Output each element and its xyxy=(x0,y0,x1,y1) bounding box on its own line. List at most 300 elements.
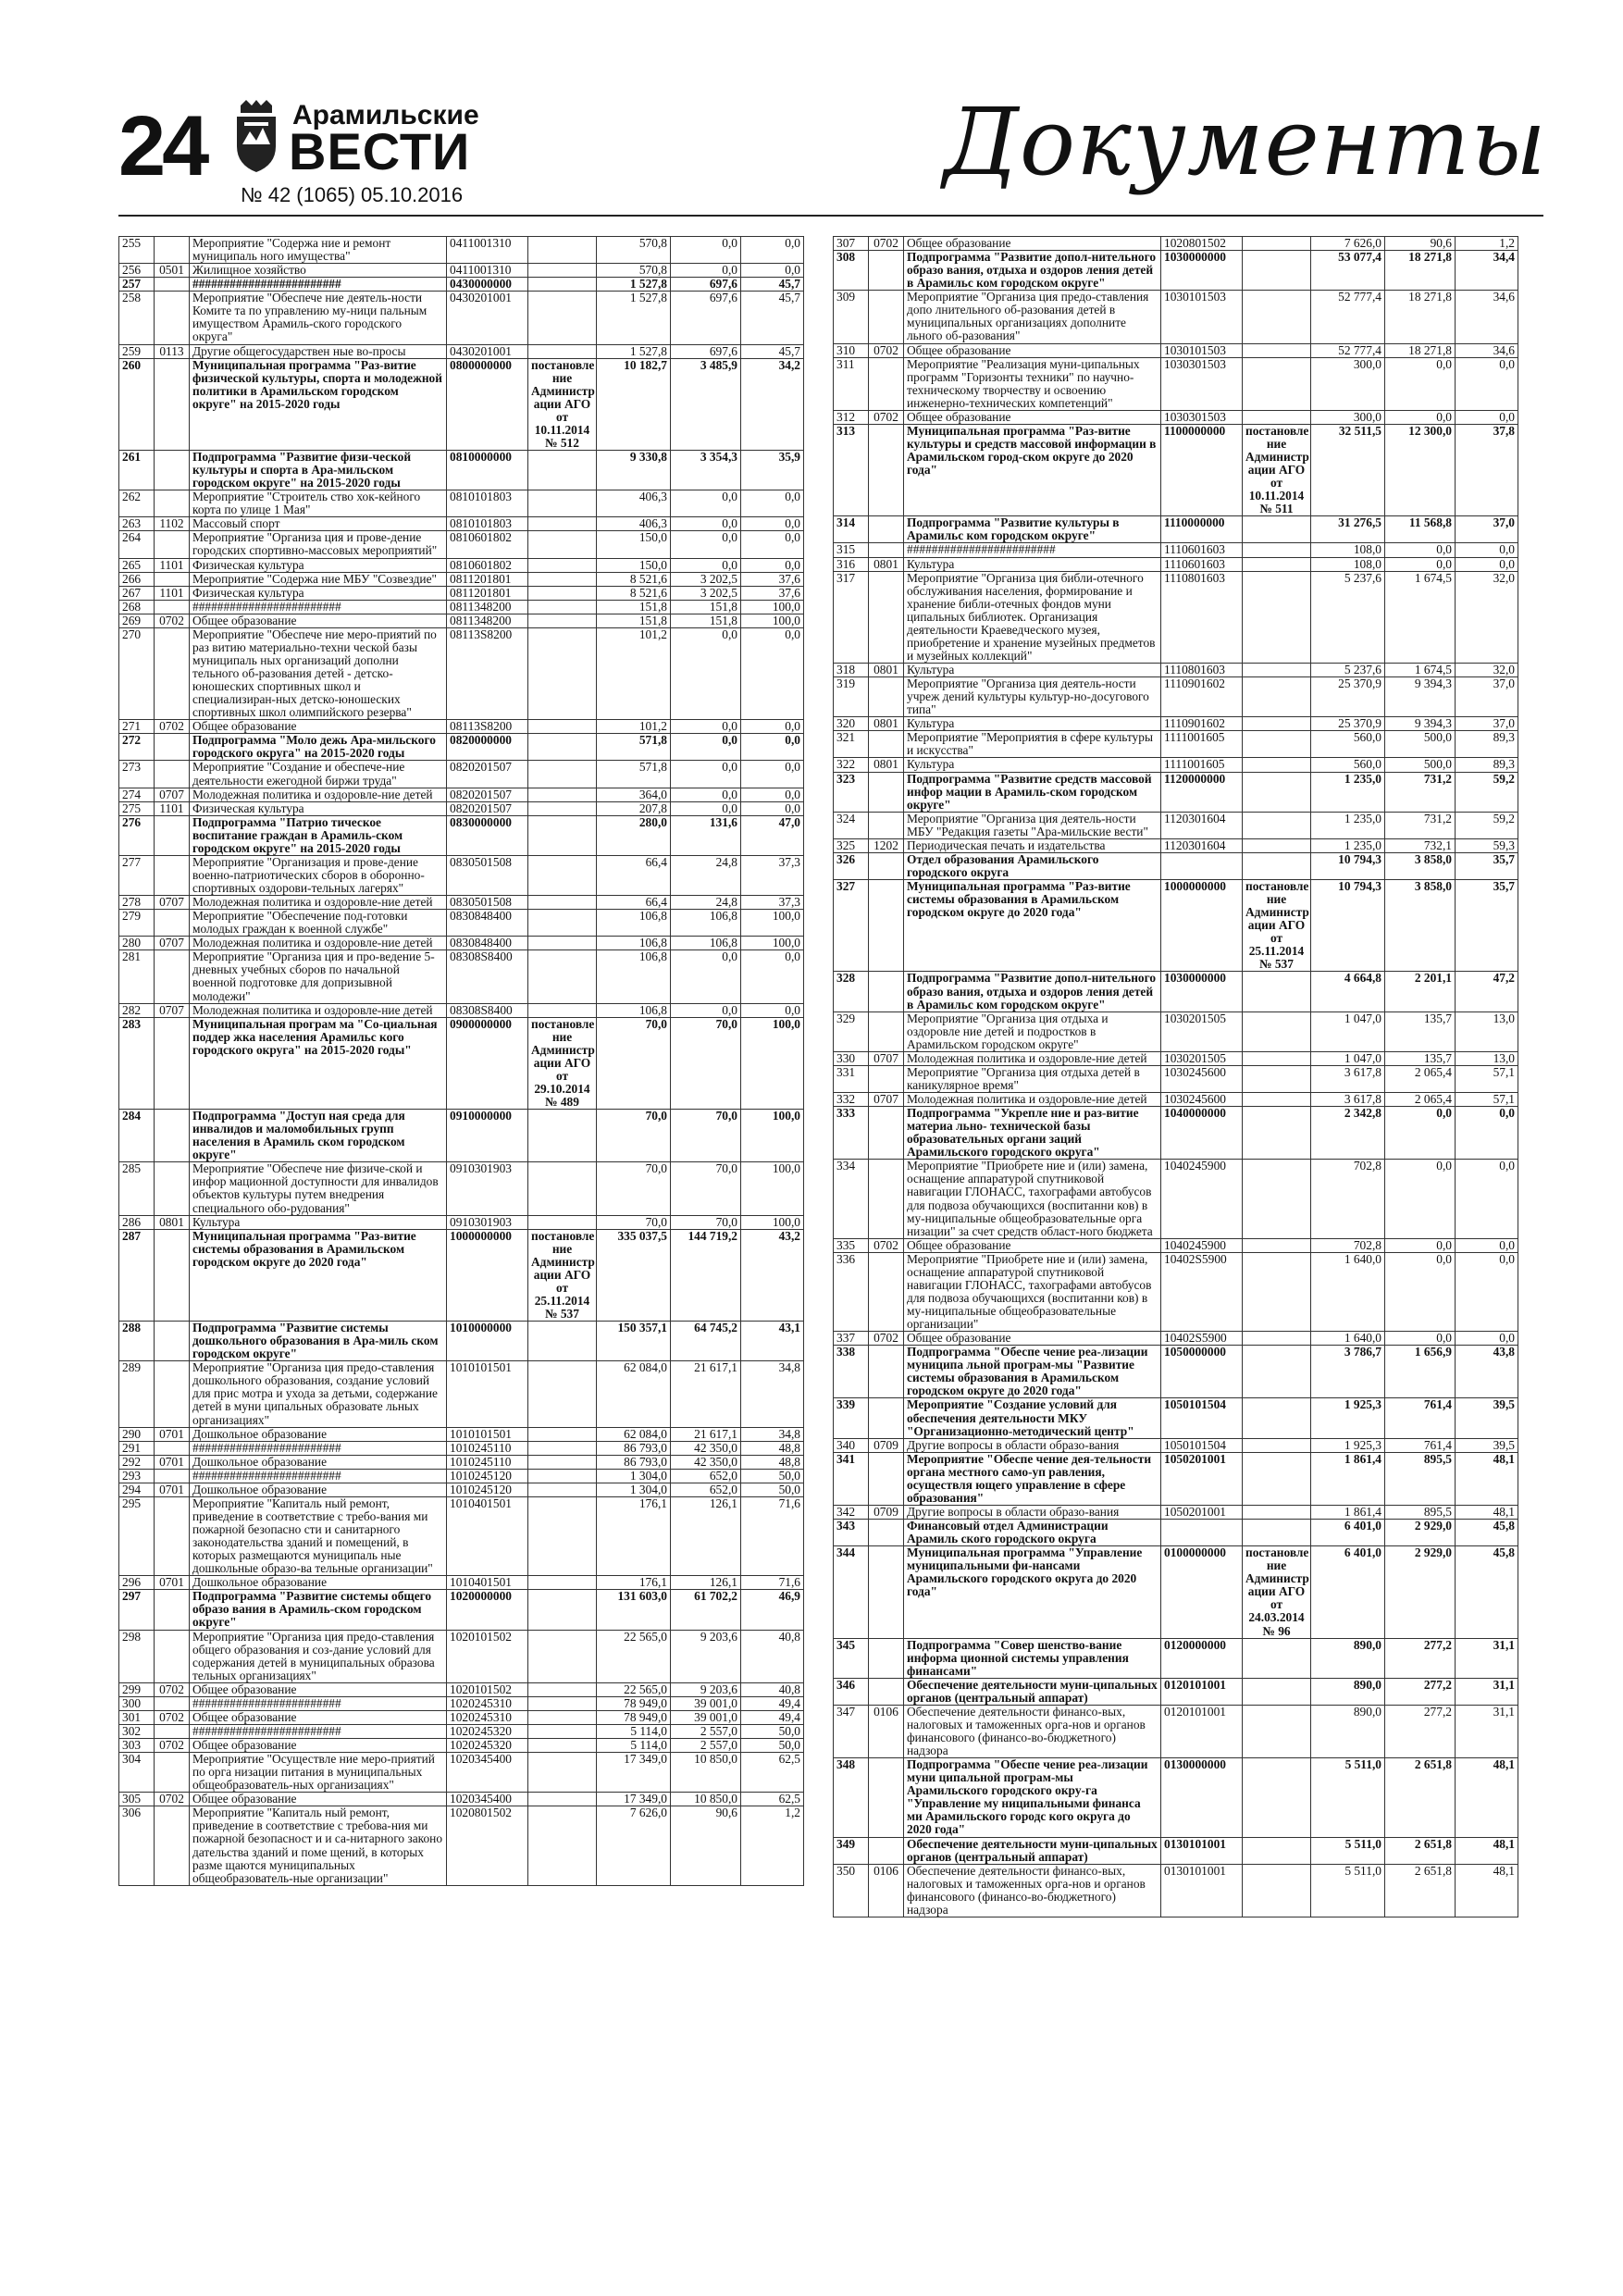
legal-basis xyxy=(528,1682,597,1696)
execution-percent: 35,7 xyxy=(1456,880,1518,972)
item-name: Физическая культура xyxy=(190,586,447,600)
target-code: 08113S8200 xyxy=(447,720,528,734)
planned-amount: 70,0 xyxy=(597,1017,671,1109)
planned-amount: 890,0 xyxy=(1311,1705,1385,1757)
table-row xyxy=(119,1441,804,1455)
executed-amount: 0,0 xyxy=(1385,1238,1456,1252)
legal-basis xyxy=(528,1441,597,1455)
item-name: ######################## xyxy=(190,1441,447,1455)
row-number: 280 xyxy=(119,937,155,950)
executed-amount: 9 203,6 xyxy=(671,1682,741,1696)
planned-amount: 1 861,4 xyxy=(1311,1452,1385,1505)
planned-amount: 1 235,0 xyxy=(1311,772,1385,812)
planned-amount: 890,0 xyxy=(1311,1638,1385,1678)
row-number: 341 xyxy=(834,1452,869,1505)
executed-amount: 42 350,0 xyxy=(671,1455,741,1469)
executed-amount: 90,6 xyxy=(671,1806,741,1885)
planned-amount: 150,0 xyxy=(597,558,671,572)
execution-percent: 0,0 xyxy=(741,627,804,719)
table-row xyxy=(834,812,1518,838)
table-row xyxy=(119,937,804,950)
execution-percent: 62,5 xyxy=(741,1753,804,1793)
row-number: 275 xyxy=(119,801,155,815)
row-number: 281 xyxy=(119,950,155,1003)
row-number: 258 xyxy=(119,292,155,344)
row-number: 329 xyxy=(834,1011,869,1051)
section-code xyxy=(869,1160,904,1238)
item-name: ######################## xyxy=(190,278,447,292)
section-code: 0702 xyxy=(155,720,190,734)
table-row xyxy=(834,731,1518,758)
target-code xyxy=(1161,1520,1243,1546)
row-number: 324 xyxy=(834,812,869,838)
table-row xyxy=(834,237,1518,251)
item-name: Мероприятие "Обеспече ние деятель-ности Комите та по управлению му-ници пальным имуществом Арамиль-ского городского округа" xyxy=(190,292,447,344)
executed-amount: 895,5 xyxy=(1385,1452,1456,1505)
section-code xyxy=(869,972,904,1011)
legal-basis xyxy=(528,1162,597,1215)
section-code xyxy=(155,1590,190,1630)
target-code: 1020245320 xyxy=(447,1739,528,1753)
item-name: Подпрограмма "Развитие системы общего образо вания в Арамиль-ском городском округе" xyxy=(190,1590,447,1630)
planned-amount: 1 640,0 xyxy=(1311,1252,1385,1331)
section-code xyxy=(155,627,190,719)
table-row xyxy=(119,1576,804,1590)
target-code: 0910301903 xyxy=(447,1215,528,1229)
legal-basis xyxy=(528,614,597,627)
executed-amount: 70,0 xyxy=(671,1162,741,1215)
execution-percent: 48,1 xyxy=(1456,1758,1518,1837)
row-number: 333 xyxy=(834,1107,869,1160)
section-code: 0707 xyxy=(155,937,190,950)
target-code: 0430201001 xyxy=(447,292,528,344)
legal-basis xyxy=(528,1003,597,1017)
execution-percent: 37,0 xyxy=(1456,516,1518,543)
table-body-right xyxy=(834,237,1518,1917)
executed-amount: 24,8 xyxy=(671,896,741,910)
execution-percent: 34,8 xyxy=(741,1361,804,1427)
executed-amount: 11 568,8 xyxy=(1385,516,1456,543)
section-code xyxy=(869,772,904,812)
table-row xyxy=(119,600,804,614)
item-name: Подпрограмма "Совер шенство-вание информа ционной системы управления финансами" xyxy=(904,1638,1161,1678)
execution-percent: 39,5 xyxy=(1456,1438,1518,1452)
execution-percent: 57,1 xyxy=(1456,1065,1518,1092)
row-number: 266 xyxy=(119,572,155,586)
legal-basis xyxy=(1243,1864,1311,1917)
row-number: 317 xyxy=(834,571,869,663)
table-row xyxy=(834,677,1518,717)
section-code xyxy=(869,1837,904,1864)
planned-amount: 406,3 xyxy=(597,490,671,517)
table-row xyxy=(834,1678,1518,1705)
target-code: 0810101803 xyxy=(447,517,528,531)
row-number: 339 xyxy=(834,1398,869,1438)
legal-basis xyxy=(528,1455,597,1469)
planned-amount: 78 949,0 xyxy=(597,1696,671,1710)
execution-percent: 59,2 xyxy=(1456,812,1518,838)
execution-percent: 34,4 xyxy=(1456,251,1518,291)
planned-amount: 101,2 xyxy=(597,627,671,719)
planned-amount: 5 511,0 xyxy=(1311,1758,1385,1837)
execution-percent: 50,0 xyxy=(741,1739,804,1753)
planned-amount: 66,4 xyxy=(597,896,671,910)
item-name: Мероприятие "Организа ция предо-ставления дошкольного образования, создание условий для прис мотра и ухода за детьми, содержание детей в муни ципальных образовате льных организациях" xyxy=(190,1361,447,1427)
row-number: 299 xyxy=(119,1682,155,1696)
execution-percent: 0,0 xyxy=(1456,410,1518,424)
table-row xyxy=(119,1739,804,1753)
section-code: 0709 xyxy=(869,1438,904,1452)
row-number: 334 xyxy=(834,1160,869,1238)
item-name: Муниципальная программа "Раз-витие культуры и средств массовой информации в Арамильском город-ском округе до 2020 года" xyxy=(904,424,1161,515)
row-number: 279 xyxy=(119,910,155,937)
item-name: Молодежная политика и оздоровле-ние детей xyxy=(190,788,447,801)
legal-basis xyxy=(528,761,597,788)
table-row xyxy=(119,1483,804,1496)
target-code: 1010101501 xyxy=(447,1361,528,1427)
target-code: 0830848400 xyxy=(447,910,528,937)
section-code: 0801 xyxy=(869,717,904,731)
planned-amount: 22 565,0 xyxy=(597,1682,671,1696)
legal-basis xyxy=(1243,343,1311,357)
row-number: 298 xyxy=(119,1630,155,1682)
section-code: 0701 xyxy=(155,1483,190,1496)
target-code xyxy=(1161,852,1243,879)
executed-amount: 70,0 xyxy=(671,1017,741,1109)
legal-basis xyxy=(1243,1638,1311,1678)
section-code xyxy=(869,571,904,663)
execution-percent: 0,0 xyxy=(741,788,804,801)
section-code xyxy=(869,1011,904,1051)
planned-amount: 207,8 xyxy=(597,801,671,815)
target-code: 1120301604 xyxy=(1161,838,1243,852)
target-code: 1120301604 xyxy=(1161,812,1243,838)
planned-amount: 22 565,0 xyxy=(597,1630,671,1682)
section-code: 0702 xyxy=(155,614,190,627)
target-code: 1110901602 xyxy=(1161,717,1243,731)
executed-amount: 0,0 xyxy=(1385,557,1456,571)
legal-basis xyxy=(528,278,597,292)
target-code: 1010401501 xyxy=(447,1496,528,1575)
legal-basis xyxy=(1243,1520,1311,1546)
row-number: 284 xyxy=(119,1110,155,1162)
item-name: ######################## xyxy=(190,1696,447,1710)
item-name: Подпрограмма "Укрепле ние и раз-витие материа льно- технической базы образовательных органи заций Арамильского городского округа" xyxy=(904,1107,1161,1160)
target-code: 0120101001 xyxy=(1161,1705,1243,1757)
target-code: 0130101001 xyxy=(1161,1837,1243,1864)
row-number: 255 xyxy=(119,237,155,264)
brand-top: Арамильские xyxy=(292,100,479,130)
planned-amount: 1 861,4 xyxy=(1311,1505,1385,1519)
row-number: 291 xyxy=(119,1441,155,1455)
row-number: 337 xyxy=(834,1332,869,1346)
planned-amount: 62 084,0 xyxy=(597,1427,671,1441)
table-row xyxy=(119,292,804,344)
section-code xyxy=(155,1753,190,1793)
item-name: Мероприятие "Содержа ние и ремонт муниципаль ного имущества" xyxy=(190,237,447,264)
item-name: Мероприятие "Организа ция предо-ставления общего образования и соз-дание условий для содержания детей в муниципальных образова тельных организациях" xyxy=(190,1630,447,1682)
table-row xyxy=(834,1505,1518,1519)
section-code xyxy=(155,855,190,895)
table-row xyxy=(119,358,804,450)
target-code: 0810601802 xyxy=(447,531,528,558)
legal-basis xyxy=(1243,571,1311,663)
planned-amount: 571,8 xyxy=(597,761,671,788)
target-code: 0830848400 xyxy=(447,937,528,950)
legal-basis xyxy=(1243,1051,1311,1065)
target-code: 0100000000 xyxy=(1161,1546,1243,1638)
target-code: 1020000000 xyxy=(447,1590,528,1630)
target-code: 0820201507 xyxy=(447,761,528,788)
executed-amount: 21 617,1 xyxy=(671,1427,741,1441)
legal-basis xyxy=(528,586,597,600)
row-number: 321 xyxy=(834,731,869,758)
legal-basis xyxy=(1243,1705,1311,1757)
row-number: 292 xyxy=(119,1455,155,1469)
execution-percent: 35,9 xyxy=(741,451,804,490)
section-code xyxy=(869,731,904,758)
section-code xyxy=(155,910,190,937)
planned-amount: 52 777,4 xyxy=(1311,343,1385,357)
item-name: Культура xyxy=(190,1215,447,1229)
legal-basis xyxy=(528,1496,597,1575)
planned-amount: 3 786,7 xyxy=(1311,1346,1385,1398)
target-code: 1030245600 xyxy=(1161,1065,1243,1092)
planned-amount: 3 617,8 xyxy=(1311,1065,1385,1092)
legal-basis xyxy=(1243,1398,1311,1438)
item-name: Дошкольное образование xyxy=(190,1576,447,1590)
planned-amount: 300,0 xyxy=(1311,410,1385,424)
row-number: 332 xyxy=(834,1093,869,1107)
legal-basis xyxy=(528,451,597,490)
target-code: 0130000000 xyxy=(1161,1758,1243,1837)
item-name: Муниципальная программа "Раз-витие системы образования в Арамильском городском округе до 2020 года" xyxy=(190,1229,447,1321)
table-row xyxy=(119,734,804,761)
row-number: 313 xyxy=(834,424,869,515)
section-code xyxy=(155,1441,190,1455)
execution-percent: 0,0 xyxy=(741,490,804,517)
target-code: 0820201507 xyxy=(447,788,528,801)
table-row xyxy=(834,1705,1518,1757)
legal-basis xyxy=(528,1483,597,1496)
legal-basis xyxy=(1243,1011,1311,1051)
planned-amount: 3 617,8 xyxy=(1311,1093,1385,1107)
table-row xyxy=(119,1322,804,1361)
row-number: 278 xyxy=(119,896,155,910)
budget-table-left xyxy=(118,236,804,1886)
planned-amount: 176,1 xyxy=(597,1496,671,1575)
item-name: Мероприятие "Приобрете ние и (или) замена, оснащение аппаратурой спутниковой навигации ГЛОНАСС, тахографами автобусов для подвоза обучающихся (воспитанни ков) в му-ниципальные общеобразовательные организации" xyxy=(904,1252,1161,1331)
planned-amount: 364,0 xyxy=(597,788,671,801)
table-row xyxy=(119,1215,804,1229)
execution-percent: 100,0 xyxy=(741,1162,804,1215)
target-code: 1010245120 xyxy=(447,1469,528,1483)
legal-basis xyxy=(1243,677,1311,717)
item-name: Обеспечение деятельности финансо-вых, налоговых и таможенных орга-нов и органов финансового (финансо-во-бюджетного) надзора xyxy=(904,1864,1161,1917)
executed-amount: 0,0 xyxy=(671,761,741,788)
executed-amount: 0,0 xyxy=(671,237,741,264)
executed-amount: 697,6 xyxy=(671,292,741,344)
legal-basis xyxy=(1243,291,1311,343)
legal-basis xyxy=(528,1361,597,1427)
legal-basis xyxy=(1243,838,1311,852)
section-title: Документы xyxy=(943,88,1547,196)
target-code: 1111001605 xyxy=(1161,758,1243,772)
table-row xyxy=(119,264,804,278)
section-code: 0801 xyxy=(155,1215,190,1229)
section-code: 0113 xyxy=(155,344,190,358)
item-name: ######################## xyxy=(190,600,447,614)
executed-amount: 2 065,4 xyxy=(1385,1093,1456,1107)
table-row xyxy=(834,1332,1518,1346)
executed-amount: 64 745,2 xyxy=(671,1322,741,1361)
target-code: 1110601603 xyxy=(1161,543,1243,557)
table-row xyxy=(119,788,804,801)
execution-percent: 71,6 xyxy=(741,1576,804,1590)
item-name: Мероприятие "Организа ция и про-ведение 5-дневных учебных сборов по начальной военной подготовке для допризывной молодежи" xyxy=(190,950,447,1003)
section-code xyxy=(155,1162,190,1215)
table-row xyxy=(834,972,1518,1011)
section-code xyxy=(155,1017,190,1109)
item-name: Мероприятие "Осуществле ние меро-приятий по орга низации питания в муниципальных общеобразователь-ных организациях" xyxy=(190,1753,447,1793)
row-number: 347 xyxy=(834,1705,869,1757)
planned-amount: 150 357,1 xyxy=(597,1322,671,1361)
target-code: 1100000000 xyxy=(1161,424,1243,515)
row-number: 296 xyxy=(119,1576,155,1590)
execution-percent: 0,0 xyxy=(741,1003,804,1017)
planned-amount: 106,8 xyxy=(597,910,671,937)
legal-basis xyxy=(528,910,597,937)
execution-percent: 100,0 xyxy=(741,910,804,937)
execution-percent: 43,1 xyxy=(741,1322,804,1361)
planned-amount: 70,0 xyxy=(597,1110,671,1162)
table-row xyxy=(119,1724,804,1738)
row-number: 260 xyxy=(119,358,155,450)
item-name: Культура xyxy=(904,664,1161,677)
section-code xyxy=(155,1724,190,1738)
row-number: 301 xyxy=(119,1710,155,1724)
item-name: Мероприятие "Капиталь ный ремонт, приведение в соответствие с требова-ния ми пожарной безопасност и и са-нитарного законо дательства зданий и поме щений, в которых разме щаются муниципальных общеобразователь-ные организации" xyxy=(190,1806,447,1885)
section-code xyxy=(869,852,904,879)
section-code xyxy=(155,1806,190,1885)
table-row xyxy=(119,761,804,788)
target-code: 1030201505 xyxy=(1161,1051,1243,1065)
item-name: Подпрограмма "Обеспе чение реа-лизации муни ципальной програм-мы Арамильского городского окру-га "Управление му ниципальными финанса ми Арамильского городс кого округа до 2020 года" xyxy=(904,1758,1161,1837)
execution-percent: 100,0 xyxy=(741,1017,804,1109)
section-code: 0702 xyxy=(155,1710,190,1724)
row-number: 350 xyxy=(834,1864,869,1917)
row-number: 340 xyxy=(834,1438,869,1452)
row-number: 267 xyxy=(119,586,155,600)
item-name: Мероприятие "Организа ция деятель-ности учреж дений культуры культур-но-досугового типа" xyxy=(904,677,1161,717)
planned-amount: 106,8 xyxy=(597,1003,671,1017)
section-code xyxy=(155,278,190,292)
planned-amount: 131 603,0 xyxy=(597,1590,671,1630)
target-code: 1040245900 xyxy=(1161,1160,1243,1238)
table-row xyxy=(834,1160,1518,1238)
executed-amount: 0,0 xyxy=(671,490,741,517)
page-number: 24 xyxy=(118,99,206,193)
target-code: 0430201001 xyxy=(447,344,528,358)
executed-amount: 2 929,0 xyxy=(1385,1546,1456,1638)
table-row xyxy=(834,1638,1518,1678)
execution-percent: 39,5 xyxy=(1456,1398,1518,1438)
executed-amount: 10 850,0 xyxy=(671,1753,741,1793)
row-number: 259 xyxy=(119,344,155,358)
execution-percent: 0,0 xyxy=(1456,1238,1518,1252)
table-row xyxy=(119,344,804,358)
execution-percent: 100,0 xyxy=(741,1110,804,1162)
execution-percent: 37,6 xyxy=(741,586,804,600)
item-name: Общее образование xyxy=(904,1332,1161,1346)
execution-percent: 47,2 xyxy=(1456,972,1518,1011)
execution-percent: 31,1 xyxy=(1456,1638,1518,1678)
item-name: Мероприятие "Организа ция отдыха и оздоровле ние детей и подростков в Арамильском городском округе" xyxy=(904,1011,1161,1051)
target-code: 10402S5900 xyxy=(1161,1332,1243,1346)
item-name: Мероприятие "Создание и обеспече-ние деятельности ежегодной биржи труда" xyxy=(190,761,447,788)
row-number: 303 xyxy=(119,1739,155,1753)
executed-amount: 277,2 xyxy=(1385,1638,1456,1678)
target-code: 1010245110 xyxy=(447,1455,528,1469)
table-row xyxy=(834,571,1518,663)
execution-percent: 43,8 xyxy=(1456,1346,1518,1398)
target-code: 1020245320 xyxy=(447,1724,528,1738)
execution-percent: 0,0 xyxy=(1456,1107,1518,1160)
row-number: 311 xyxy=(834,357,869,410)
target-code: 1050201001 xyxy=(1161,1452,1243,1505)
target-code: 1020801502 xyxy=(1161,237,1243,251)
legal-basis xyxy=(1243,1252,1311,1331)
row-number: 319 xyxy=(834,677,869,717)
brand-main: ВЕСТИ xyxy=(289,122,471,180)
executed-amount: 1 674,5 xyxy=(1385,571,1456,663)
execution-percent: 57,1 xyxy=(1456,1093,1518,1107)
execution-percent: 43,2 xyxy=(741,1229,804,1321)
section-code xyxy=(869,357,904,410)
executed-amount: 61 702,2 xyxy=(671,1590,741,1630)
legal-basis xyxy=(1243,237,1311,251)
table-row xyxy=(834,543,1518,557)
item-name: Физическая культура xyxy=(190,801,447,815)
table-row xyxy=(834,838,1518,852)
execution-percent: 1,2 xyxy=(1456,237,1518,251)
item-name: Мероприятие "Реализация муни-ципальных программ "Горизонты техники" по научно-техническому творчеству и освоению инженерно-технических компетенций" xyxy=(904,357,1161,410)
row-number: 297 xyxy=(119,1590,155,1630)
item-name: Мероприятие "Приобрете ние и (или) замена, оснащение аппаратурой спутниковой навигации ГЛОНАСС, тахографами автобусов для подвоза обучающихся (воспитанни ков) в му-ниципальные общеобразовательные орга низации" за счет средств област-ного бюджета xyxy=(904,1160,1161,1238)
row-number: 304 xyxy=(119,1753,155,1793)
legal-basis: постановле ние Администр ации АГО от 24.03.2014 № 96 xyxy=(1243,1546,1311,1638)
row-number: 263 xyxy=(119,517,155,531)
table-row xyxy=(119,490,804,517)
legal-basis xyxy=(1243,1332,1311,1346)
row-number: 322 xyxy=(834,758,869,772)
table-row xyxy=(834,1065,1518,1092)
executed-amount: 0,0 xyxy=(1385,1252,1456,1331)
table-row xyxy=(834,1438,1518,1452)
planned-amount: 1 235,0 xyxy=(1311,838,1385,852)
execution-percent: 48,8 xyxy=(741,1441,804,1455)
planned-amount: 1 640,0 xyxy=(1311,1332,1385,1346)
row-number: 342 xyxy=(834,1505,869,1519)
section-code xyxy=(155,600,190,614)
planned-amount: 10 182,7 xyxy=(597,358,671,450)
row-number: 287 xyxy=(119,1229,155,1321)
execution-percent: 48,1 xyxy=(1456,1837,1518,1864)
section-code xyxy=(869,1546,904,1638)
execution-percent: 0,0 xyxy=(741,761,804,788)
section-code xyxy=(869,543,904,557)
item-name: Общее образование xyxy=(904,237,1161,251)
